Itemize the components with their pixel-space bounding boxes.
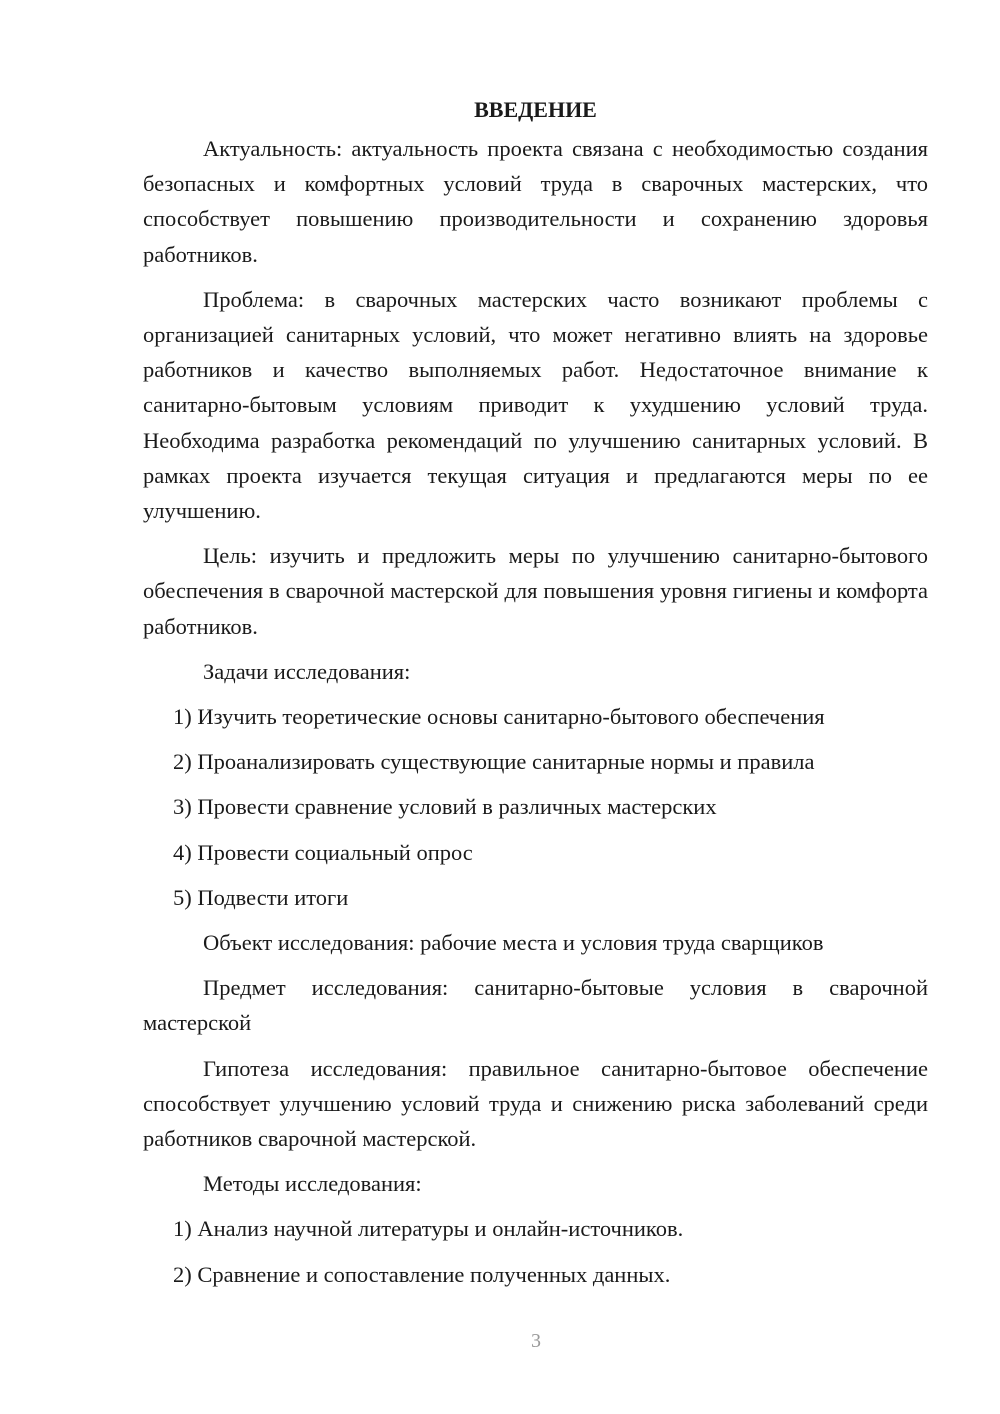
list-item: 2) Проанализировать существующие санитарные нормы и правила [173,749,815,775]
list-item: 1) Анализ научной литературы и онлайн-источников. [173,1216,684,1242]
problem-paragraph: Проблема: в сварочных мастерских часто возникают проблемы с организацией санитарных условий, что может негативно влиять на здоровье работников и качество выполняемых работ. Недостаточное внимание к санитарно-бытовым условиям приводит к ухудшению условий труда. Необходима разработка рекомендаций по улучшению санитарных условий. В рамках проекта изучается текущая ситуация и предлагаются меры по ее улучшению. [143,286,928,524]
object-paragraph: Объект исследования: рабочие места и условия труда сварщиков [203,930,824,956]
list-item: 4) Провести социальный опрос [173,839,473,865]
tasks-list [143,699,928,915]
methods-heading: Методы исследования: [203,1171,422,1197]
list-item: 3) Провести сравнение условий в различных мастерских [173,794,717,820]
list-item: 2) Сравнение и сопоставление полученных данных. [173,1261,671,1287]
tasks-heading: Задачи исследования: [203,658,411,684]
section-title: ВВЕДЕНИЕ [474,97,597,122]
methods-list [143,1211,928,1291]
list-item: 1) Изучить теоретические основы санитарно-бытового обеспечения [173,704,825,730]
relevance-paragraph: Актуальность: актуальность проекта связана с необходимостью создания безопасных и комфортных условий труда в сварочных мастерских, что способствует повышению производительности и сохранению здоровья работников. [143,136,928,267]
hypothesis-paragraph: Гипотеза исследования: правильное санитарно-бытовое обеспечение способствует улучшению условий труда и снижению риска заболеваний среди работников сварочной мастерской. [143,1055,928,1152]
list-item: 5) Подвести итоги [173,884,349,910]
subject-paragraph: Предмет исследования: санитарно-бытовые условия в сварочной мастерской [143,975,928,1036]
document-body [143,92,928,1302]
page-number: 3 [531,1330,541,1352]
goal-paragraph: Цель: изучить и предложить меры по улучшению санитарно-бытового обеспечения в сварочной мастерской для повышения уровня гигиены и комфорта работников. [143,543,928,639]
